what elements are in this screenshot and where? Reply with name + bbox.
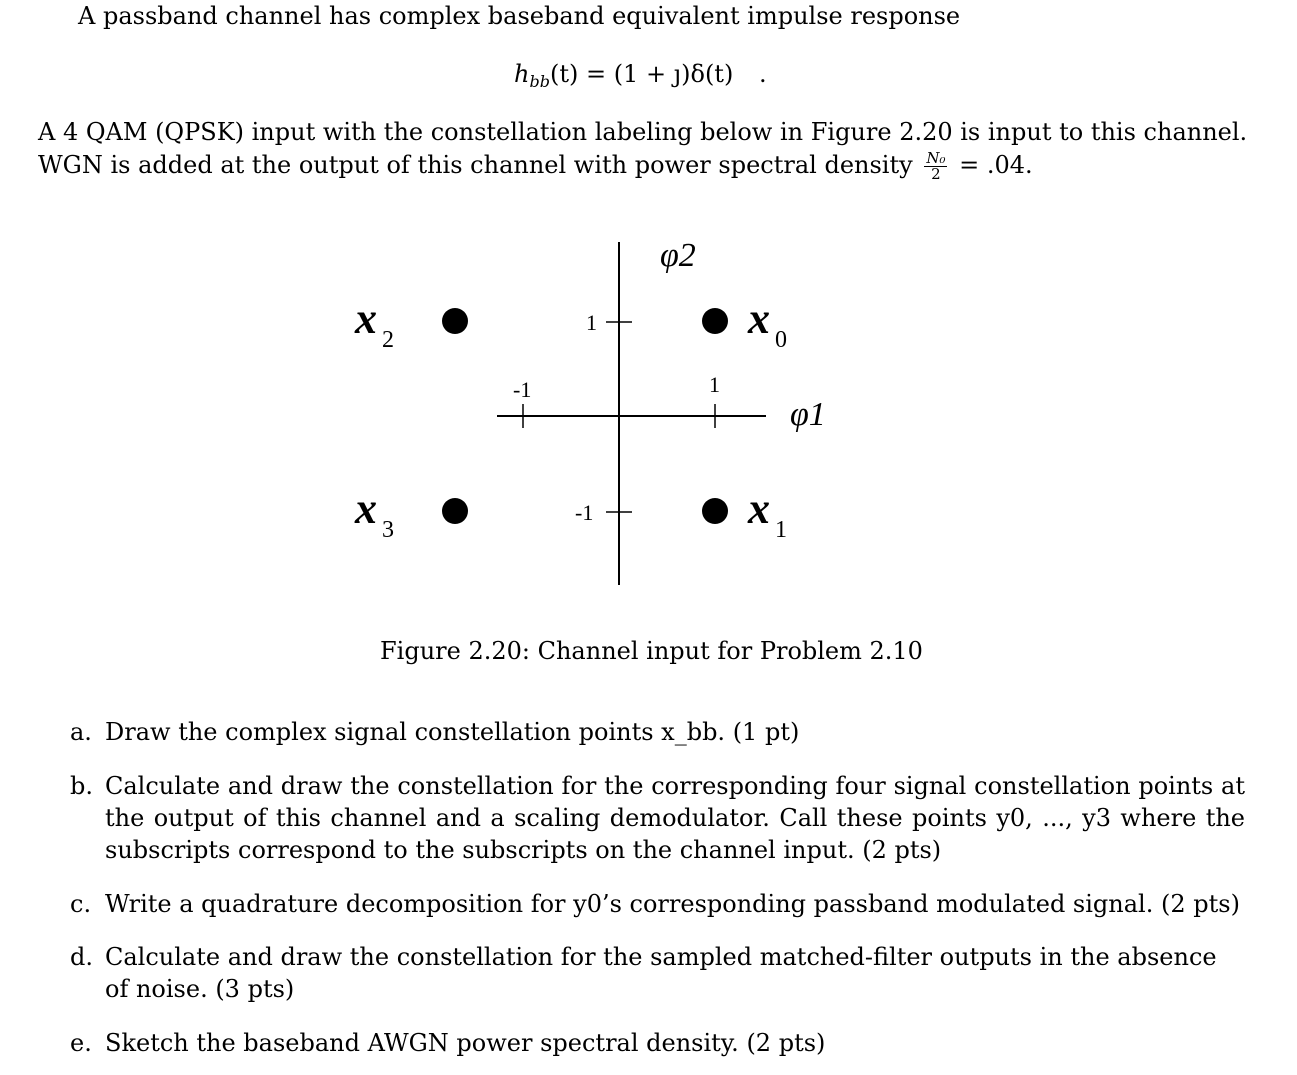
- point-label-x3: x: [355, 484, 377, 533]
- question-d-letter: d.: [70, 943, 93, 971]
- point-subscript-x2: 2: [382, 327, 394, 353]
- question-c-text: Write a quadrature decomposition for y0’s corresponding passband modulated signal. (2 pts): [105, 890, 1240, 918]
- psd-numerator: N₀: [926, 149, 946, 167]
- phi2-axis-label: φ2: [660, 237, 696, 274]
- psd-text: WGN is added at the output of this channel with power spectral density: [38, 151, 913, 179]
- point-subscript-x0: 0: [775, 327, 787, 353]
- question-e-letter: e.: [70, 1029, 92, 1057]
- intro-sentence-1: A passband channel has complex baseband equivalent impulse response: [78, 2, 961, 30]
- question-b-text: Calculate and draw the constellation for the corresponding four signal constellation points at the output of this channel and a scaling demodulator. Call these points y0, ..., y3 where the subscripts correspond to the subscripts on the channel input. (2 pts): [105, 772, 1245, 864]
- point-subscript-x3: 3: [382, 517, 394, 543]
- equation-rhs: (t) = (1 + ȷ)δ(t): [549, 60, 734, 88]
- question-d-text: Calculate and draw the constellation for the sampled matched-filter outputs in the absence of noise. (3 pts): [105, 943, 1217, 1003]
- question-e-text: Sketch the baseband AWGN power spectral density. (2 pts): [105, 1029, 826, 1057]
- point-subscript-x1: 1: [775, 517, 787, 543]
- intro-sentence-2: A 4 QAM (QPSK) input with the constellation labeling below in Figure 2.20 is input to this channel.: [38, 118, 1248, 146]
- constellation-point-x0: [702, 308, 728, 334]
- y-pos-tick-label: 1: [586, 310, 597, 335]
- phi1-axis-label: φ1: [790, 396, 826, 433]
- question-c-letter: c.: [70, 890, 92, 918]
- x-neg-tick-label: -1: [513, 377, 532, 402]
- constellation-point-x3: [442, 498, 468, 524]
- constellation-point-x1: [702, 498, 728, 524]
- psd-denominator: 2: [931, 165, 941, 183]
- equation-lhs: h: [514, 60, 530, 88]
- psd-value: = .04.: [959, 151, 1033, 179]
- question-a-text: Draw the complex signal constellation points x_bb. (1 pt): [105, 718, 800, 746]
- point-label-x2: x: [355, 294, 377, 343]
- figure-caption: Figure 2.20: Channel input for Problem 2.10: [380, 637, 923, 665]
- question-a-letter: a.: [70, 718, 92, 746]
- x-pos-tick-label: 1: [709, 372, 720, 397]
- y-neg-tick-label: -1: [575, 500, 594, 525]
- constellation-point-x2: [442, 308, 468, 334]
- equation-period: .: [758, 60, 767, 88]
- point-label-x0: x: [748, 294, 770, 343]
- question-b-letter: b.: [70, 772, 93, 800]
- equation-lhs-subscript: bb: [529, 72, 550, 91]
- constellation-points: [354, 294, 787, 543]
- point-label-x1: x: [748, 484, 770, 533]
